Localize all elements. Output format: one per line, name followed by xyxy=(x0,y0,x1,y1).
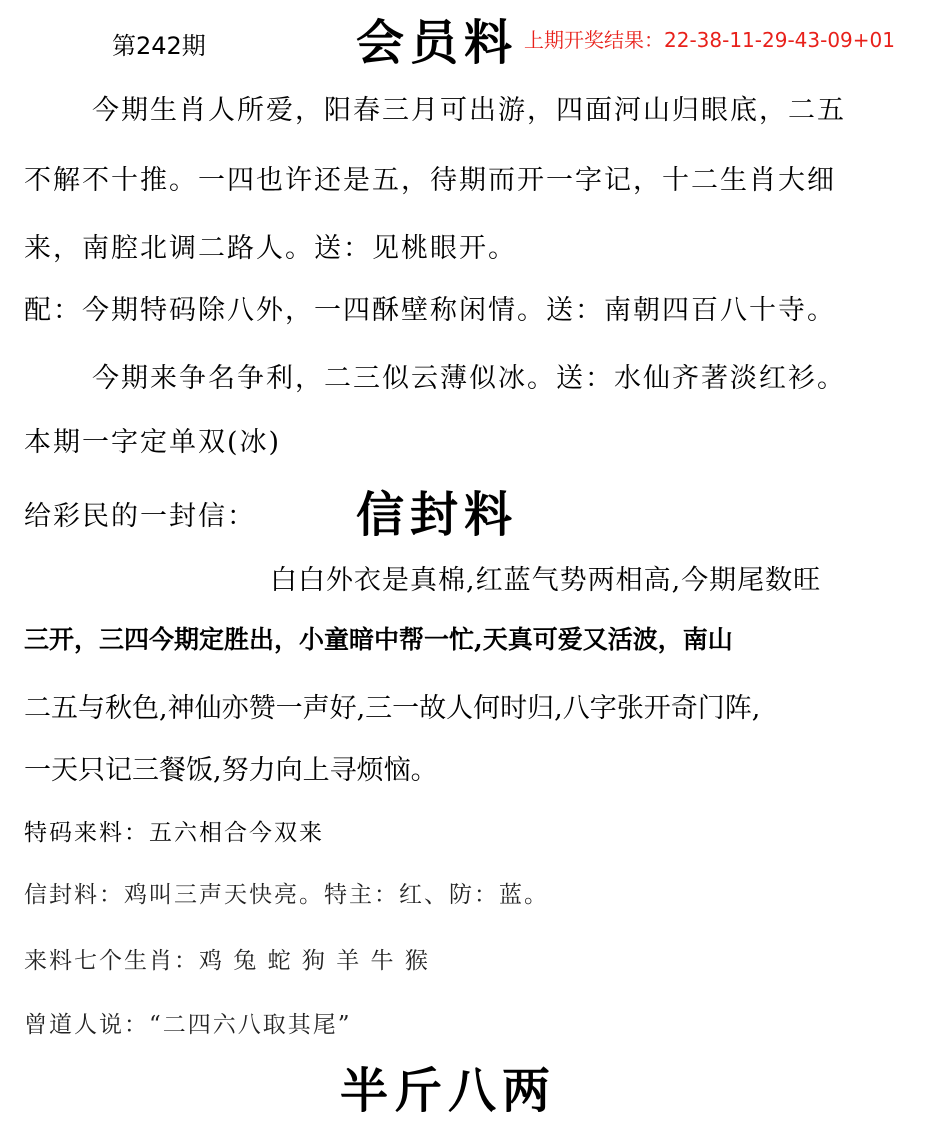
special-code-note: 特码来料：五六相合今双来 xyxy=(24,820,324,846)
letter-line-1: 白白外衣是真棉,红蓝气势两相高,今期尾数旺 xyxy=(270,565,822,596)
letter-line-4: 一天只记三餐饭,努力向上寻烦恼。 xyxy=(24,755,438,786)
zodiac-note: 来料七个生肖：鸡 兔 蛇 狗 羊 牛 猴 xyxy=(24,948,430,974)
letter-label: 给彩民的一封信： xyxy=(24,501,256,532)
poem-line-6: 本期一字定单双(冰) xyxy=(24,427,282,458)
poem-line-4: 配：今期特码除八外，一四酥壁称闲情。送：南朝四百八十寺。 xyxy=(24,295,836,326)
taoist-saying: 曾道人说：“二四六八取其尾” xyxy=(24,1012,352,1038)
poem-line-2: 不解不十推。一四也许还是五，待期而开一字记，十二生肖大细 xyxy=(24,165,836,196)
last-draw-result: 上期开奖结果：22-38-11-29-43-09+01 xyxy=(524,28,895,52)
letter-line-2: 三开，三四今期定胜出，小童暗中帮一忙,天真可爱又活波，南山 xyxy=(24,625,733,654)
page-title: 会员料 xyxy=(356,15,519,71)
issue-number: 第242期 xyxy=(112,32,206,60)
poem-line-3: 来，南腔北调二路人。送：见桃眼开。 xyxy=(24,233,517,264)
poem-line-1: 今期生肖人所爱，阳春三月可出游，四面河山归眼底，二五 xyxy=(92,95,846,126)
letter-line-3: 二五与秋色,神仙亦赞一声好,三一故人何时归,八字张开奇门阵, xyxy=(24,693,761,724)
poem-line-5: 今期来争名争利，二三似云薄似冰。送：水仙齐著淡红衫。 xyxy=(92,363,846,394)
footer-title: 半斤八两 xyxy=(340,1063,557,1119)
envelope-note: 信封料：鸡叫三声天快亮。特主：红、防：蓝。 xyxy=(24,882,549,908)
letter-title: 信封料 xyxy=(356,487,519,543)
